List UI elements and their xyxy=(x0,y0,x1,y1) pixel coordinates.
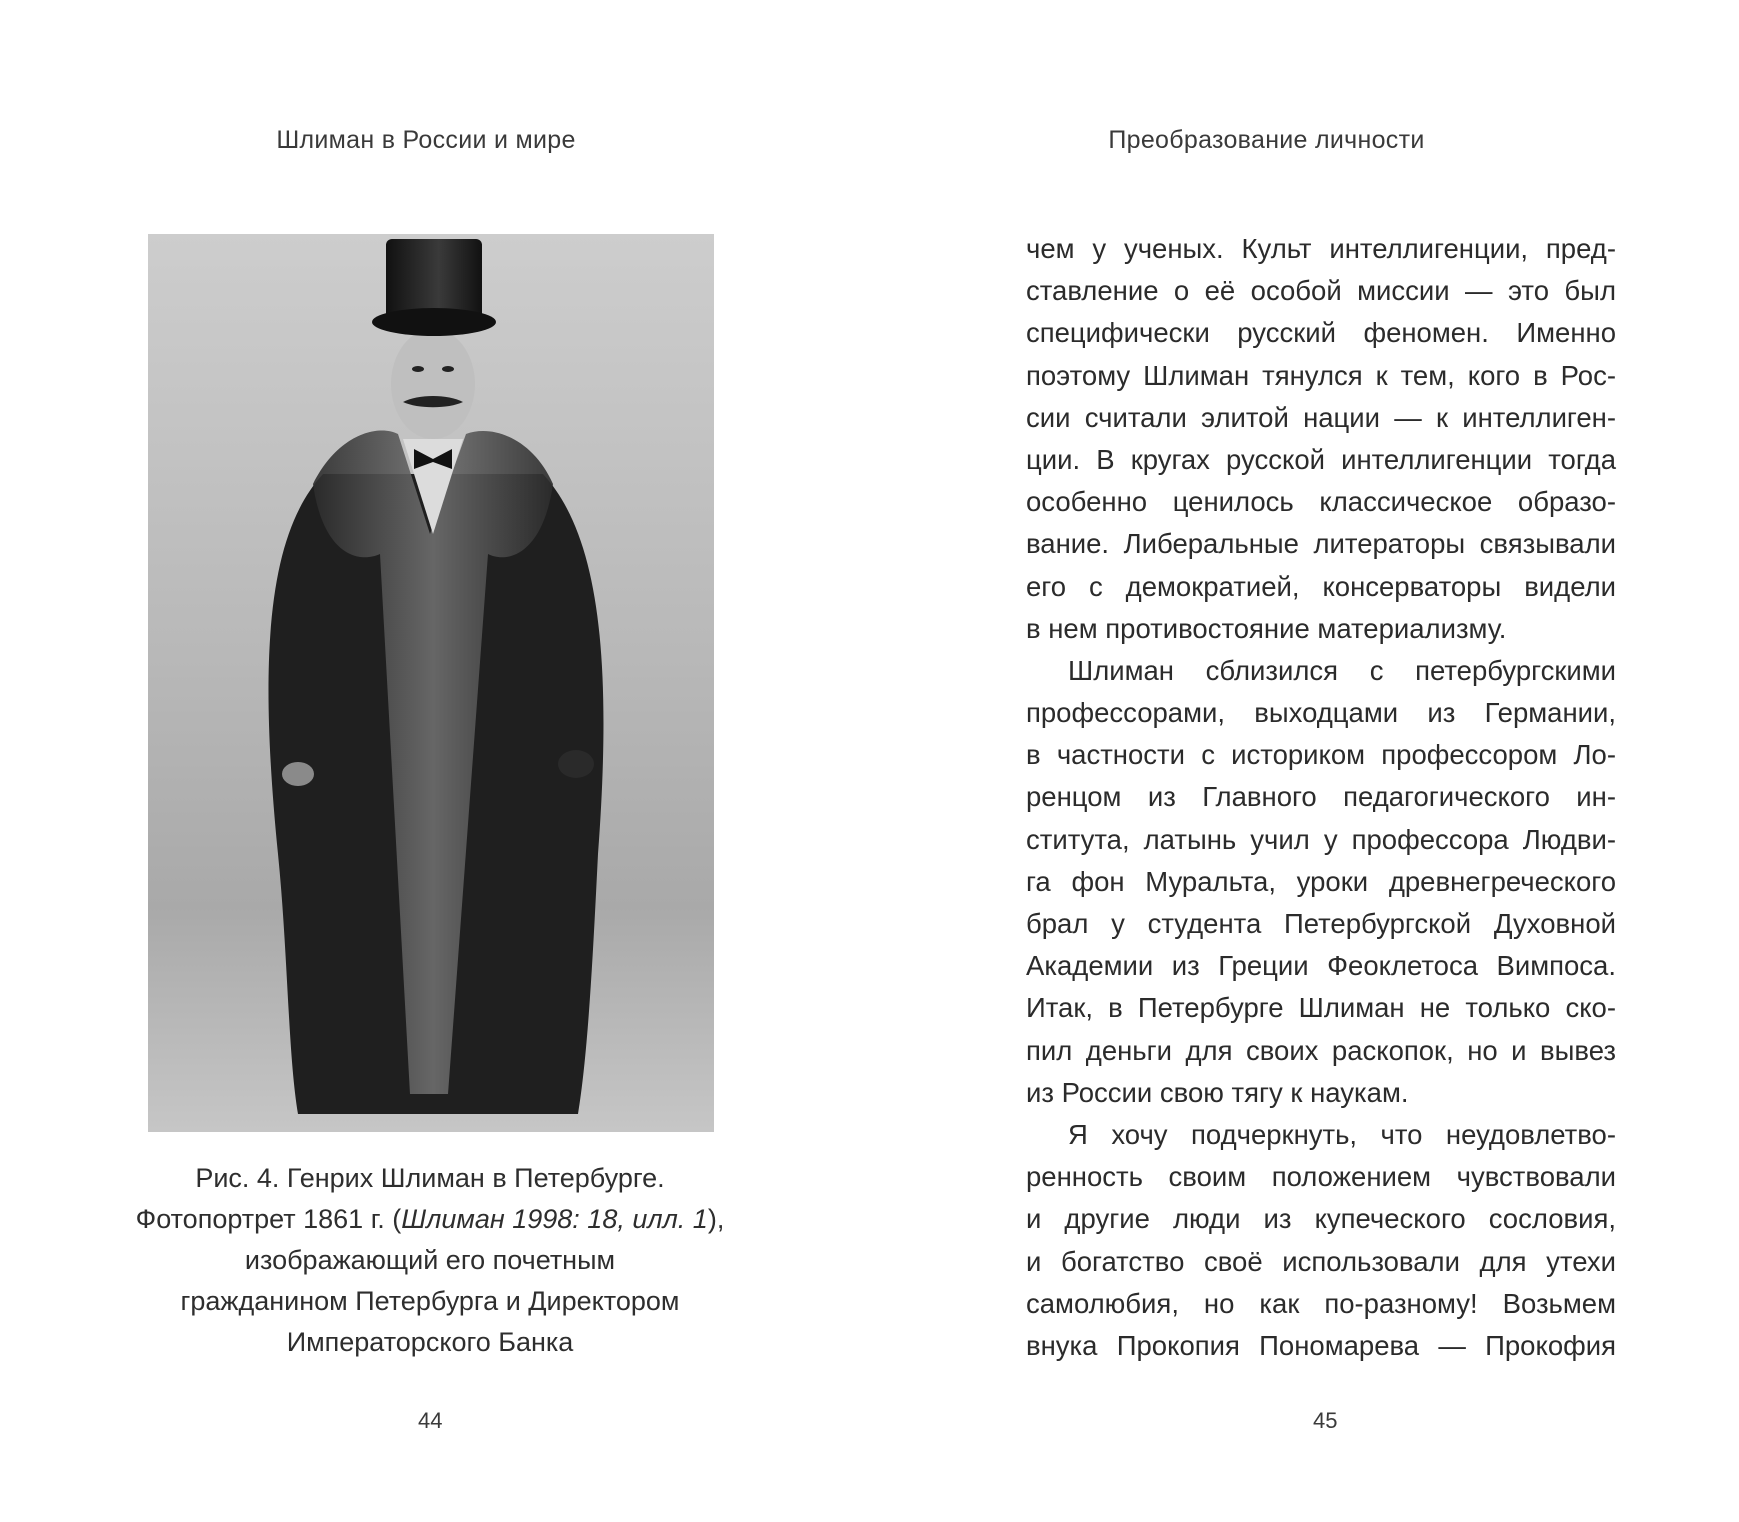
text-line: сии считали элитой нации — к интеллиген- xyxy=(1026,401,1616,433)
left-running-head: Шлиман в России и мире xyxy=(276,126,576,154)
text-line: га фон Муральта, уроки древнегреческого xyxy=(1026,865,1616,897)
text-line: в нем противостояние материализму. xyxy=(1026,612,1507,644)
text-line: и богатство своё использовали для утехи xyxy=(1026,1245,1616,1277)
figure-caption xyxy=(110,1158,750,1363)
text-line: Академии из Греции Феоклетоса Вимпоса. xyxy=(1026,950,1616,982)
text-line: его с демократией, консерваторы видели xyxy=(1026,570,1616,602)
text-line: пил деньги для своих раскопок, но и вывез xyxy=(1026,1034,1616,1066)
text-line: и другие люди из купеческого сословия, xyxy=(1026,1203,1616,1235)
text-line: ции. В кругах русской интеллигенции тогда xyxy=(1026,443,1616,475)
caption-line: Рис. 4. Генрих Шлиман в Петербурге. xyxy=(195,1163,665,1193)
text-line: из России свою тягу к наукам. xyxy=(1026,1076,1409,1108)
text-line: чем у ученых. Культ интеллигенции, пред- xyxy=(1026,233,1616,264)
text-line: в частности с историком профессором Ло- xyxy=(1026,739,1616,771)
text-line: брал у студента Петербургской Духовной xyxy=(1026,908,1616,939)
text-line: ставление о её особой миссии — это был xyxy=(1026,275,1616,307)
text-line: вание. Либеральные литераторы связывали xyxy=(1026,528,1616,560)
text-line: ститута, латынь учил у профессора Людви- xyxy=(1026,823,1616,855)
text-line: Я хочу подчеркнуть, что неудовлетво- xyxy=(1068,1118,1616,1150)
text-line: ренность своим положением чувствовали xyxy=(1026,1161,1616,1193)
left-page xyxy=(0,0,868,1522)
caption-line xyxy=(110,1199,750,1240)
portrait-figure xyxy=(148,234,714,1132)
text-line: ренцом из Главного педагогического ин- xyxy=(1026,781,1616,813)
caption-line: гражданином Петербурга и Директором xyxy=(180,1286,680,1316)
portrait-photograph xyxy=(148,234,714,1132)
text-line: особенно ценилось классическое образо- xyxy=(1026,486,1616,518)
text-line: специфически русский феномен. Именно xyxy=(1026,317,1616,349)
text-line: внука Прокопия Пономарева — Прокофия xyxy=(1026,1329,1616,1361)
caption-line: изображающий его почетным xyxy=(244,1245,616,1275)
text-line: поэтому Шлиман тянулся к тем, кого в Рос- xyxy=(1026,359,1616,391)
caption-text: Фотопортрет 1861 г. ( xyxy=(135,1204,402,1234)
caption-line: Императорского Банка xyxy=(286,1327,574,1357)
text-line: профессорами, выходцами из Германии, xyxy=(1026,697,1616,729)
body-text xyxy=(1026,228,1616,1367)
text-line: самолюбия, но как по-разному! Возьмем xyxy=(1026,1287,1616,1319)
right-page-number: 45 xyxy=(1313,1408,1338,1433)
left-page-number: 44 xyxy=(418,1408,443,1433)
caption-text: ), xyxy=(707,1204,725,1234)
text-line: Итак, в Петербурге Шлиман не только ско- xyxy=(1026,992,1616,1024)
right-running-head: Преобразование личности xyxy=(1108,126,1425,154)
caption-citation: Шлиман 1998: 18, илл. 1 xyxy=(401,1204,708,1234)
text-line: Шлиман сблизился с петербургскими xyxy=(1068,654,1616,686)
right-page xyxy=(870,0,1739,1522)
